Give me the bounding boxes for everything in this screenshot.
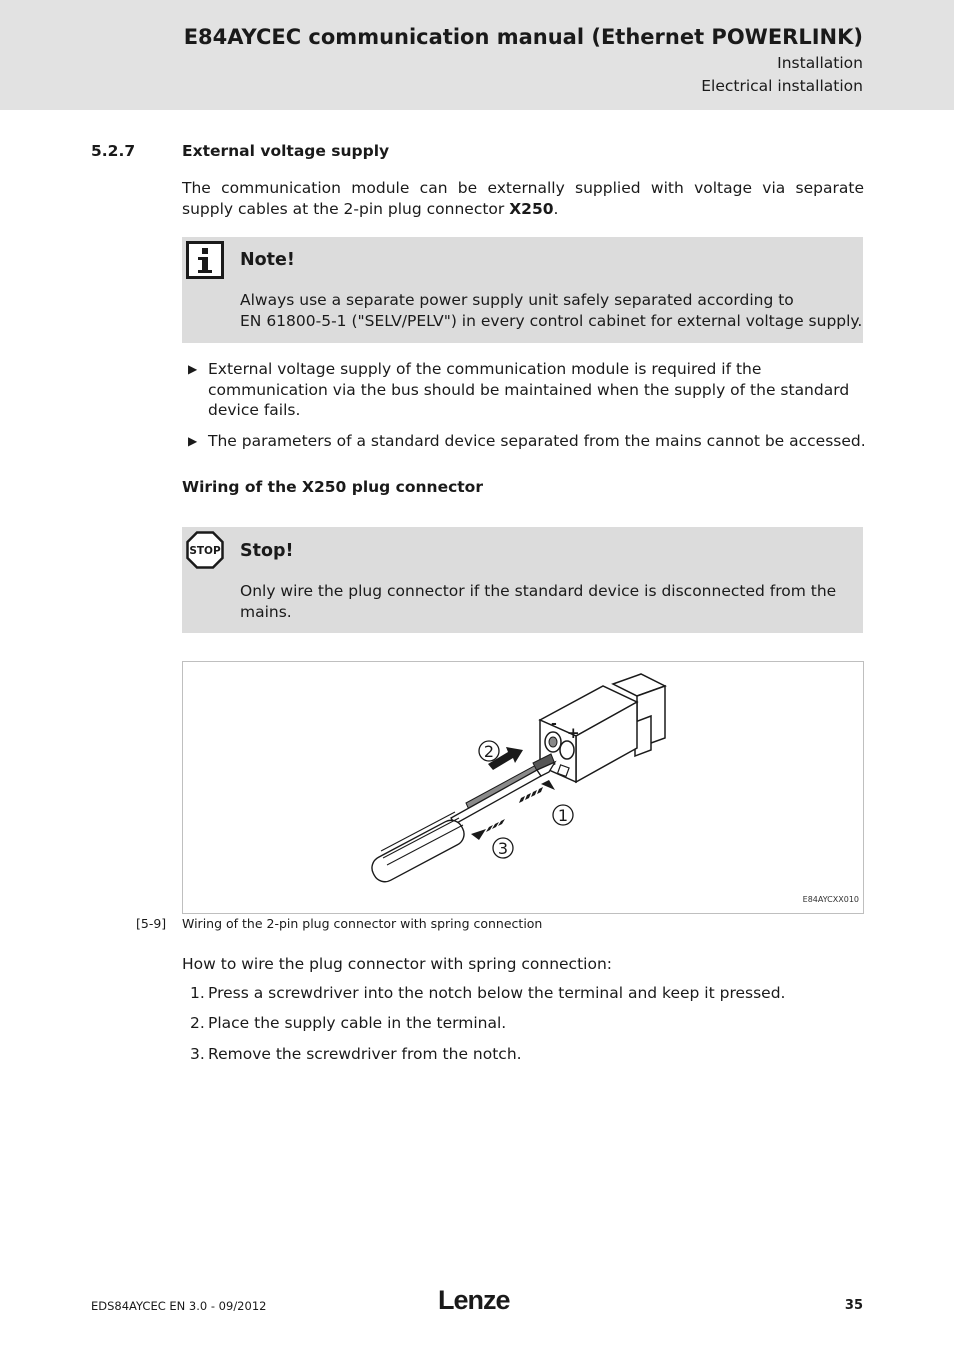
step-number-3: 3. (190, 1045, 205, 1063)
callout-1: 1 (557, 806, 569, 825)
page-number: 35 (844, 1298, 863, 1313)
figure-caption: Wiring of the 2-pin plug connector with spring connection (182, 916, 543, 931)
intro-paragraph (182, 178, 864, 219)
callout-3: 3 (497, 839, 509, 858)
info-icon (186, 241, 224, 279)
bullet-marker: ▶ (188, 434, 198, 448)
connector-illustration (183, 662, 863, 913)
intro-connector: X250 (509, 199, 554, 218)
plus-mark: + (567, 724, 580, 742)
manual-title: E84AYCEC communication manual (Ethernet POWERLINK) (183, 25, 863, 49)
bullet-item-1: External voltage supply of the communication module is required if the communication via the bus should be maintained when the supply of the standard device fails. (208, 360, 850, 419)
bullet-marker: ▶ (188, 362, 198, 376)
stop-text: Only wire the plug connector if the standard device is disconnected from the mains. (240, 582, 837, 621)
section-label: Electrical installation (701, 77, 863, 95)
subheading: Wiring of the X250 plug connector (182, 478, 483, 496)
stop-icon (186, 531, 224, 569)
step-text-2: Place the supply cable in the terminal. (208, 1014, 507, 1032)
step-text-3: Remove the screwdriver from the notch. (208, 1045, 522, 1063)
note-line-2: EN 61800-5-1 ("SELV/PELV") in every control cabinet for external voltage supply. (240, 312, 863, 330)
stop-box (182, 527, 863, 633)
wiring-figure (182, 661, 864, 914)
bullet-item-2: The parameters of a standard device separated from the mains cannot be accessed. (208, 432, 866, 450)
stop-title: Stop! (240, 541, 294, 561)
intro-end: . (553, 199, 559, 218)
page-header (0, 0, 954, 110)
figure-number: [5-9] (136, 916, 167, 931)
step-number-1: 1. (190, 984, 205, 1002)
document-id: EDS84AYCEC EN 3.0 - 09/2012 (91, 1299, 267, 1313)
callout-2: 2 (483, 742, 495, 761)
section-number: 5.2.7 (91, 142, 136, 160)
note-box (182, 237, 863, 343)
figure-code: E84AYCXX010 (802, 895, 859, 904)
chapter-label: Installation (777, 54, 863, 72)
note-line-1: Always use a separate power supply unit safely separated according to (240, 291, 794, 309)
section-title: External voltage supply (182, 142, 390, 160)
note-title: Note! (240, 250, 295, 270)
intro-text: The communication module can be externally supplied with voltage via separate supply cables at the 2-pin plug connector (182, 179, 864, 218)
step-number-2: 2. (190, 1014, 205, 1032)
stop-icon-label: STOP (189, 545, 221, 557)
howto-intro: How to wire the plug connector with spring connection: (182, 955, 612, 973)
minus-mark: - (551, 716, 557, 732)
lenze-logo: Lenze (438, 1285, 510, 1315)
step-text-1: Press a screwdriver into the notch below the terminal and keep it pressed. (208, 984, 786, 1002)
